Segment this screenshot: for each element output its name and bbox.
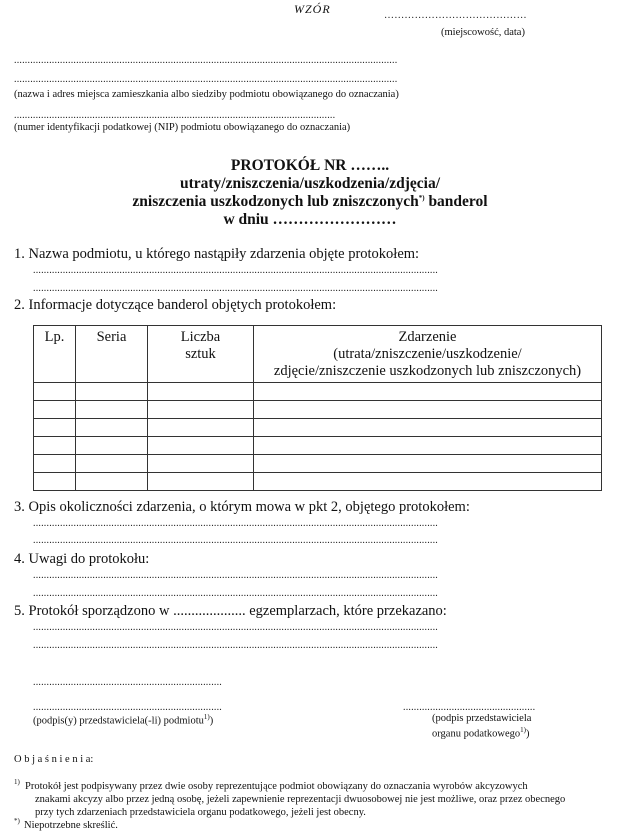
name-dots-2: .............................................................................................................................................. bbox=[14, 74, 398, 85]
table-row bbox=[34, 455, 602, 473]
protocol-date-line: w dniu …………………… bbox=[223, 211, 397, 228]
signature-right-label-1: (podpis przedstawiciela bbox=[432, 713, 532, 724]
banderol-table bbox=[33, 325, 602, 491]
note-1-line-1: Protokół jest podpisywany przez dwie osoby reprezentujące podmiot obowiązany do oznaczania wyrobów akcyzowych bbox=[25, 781, 528, 792]
nip-label: (numer identyfikacji podatkowej (NIP) podmiotu obowiązanego do oznaczania) bbox=[14, 122, 351, 133]
table-row bbox=[34, 473, 602, 491]
protocol-title: PROTOKÓŁ NR …….. bbox=[230, 157, 390, 174]
section-3-heading: 3. Opis okoliczności zdarzenia, o którym mowa w pkt 2, objętego protokołem: bbox=[14, 499, 470, 515]
place-date-dots: …………………………………… bbox=[384, 10, 527, 21]
name-address-label: (nazwa i adres miejsca zamieszkania albo siedziby podmiotu obowiązanego do oznaczania) bbox=[14, 89, 399, 100]
note-1-line-2: znakami akcyzy albo przez jedną osobę, jeżeli zapewnienie reprezentacji dwuosobowej nie jest możliwe, oraz przez obecnego bbox=[35, 794, 566, 805]
section-1-dots-2: ...................................................................................................................................................... bbox=[33, 283, 438, 294]
section-5-dots-3: ...................................................................... bbox=[33, 677, 222, 688]
name-dots-1: .............................................................................................................................................. bbox=[14, 55, 398, 66]
section-3-dots-2: ...................................................................................................................................................... bbox=[33, 535, 438, 546]
section-4-dots-2: ...................................................................................................................................................... bbox=[33, 588, 438, 599]
notes-heading: O b j a ś n i e n i a: bbox=[14, 754, 94, 765]
section-5-dots-2: ...................................................................................................................................................... bbox=[33, 640, 438, 651]
section-2-heading: 2. Informacje dotyczące banderol objętych protokołem: bbox=[14, 297, 337, 313]
section-1-dots-1: ...................................................................................................................................................... bbox=[33, 265, 438, 276]
protocol-subtitle-1: utraty/zniszczenia/uszkodzenia/zdjęcia/ bbox=[179, 175, 441, 192]
signature-left-label: (podpis(y) przedstawiciela(-li) podmiotu$^{1)}$) bbox=[33, 713, 214, 727]
note-2-mark: *) bbox=[14, 817, 20, 825]
section-4-heading: 4. Uwagi do protokołu: bbox=[14, 551, 150, 567]
signature-right-label-2: organu podatkowego$^{1)}$) bbox=[432, 726, 530, 740]
place-date-label: (miejscowość, data) bbox=[441, 27, 525, 38]
section-5-dots-1: ...................................................................................................................................................... bbox=[33, 622, 438, 633]
col-liczba: Liczba sztuk bbox=[148, 326, 254, 383]
signature-left-dots: ...................................................................... bbox=[33, 702, 222, 713]
col-lp: Lp. bbox=[34, 326, 76, 383]
col-zdarzenie: Zdarzenie (utrata/zniszczenie/uszkodzenie/ zdjęcie/zniszczenie uszkodzonych lub zniszczonych) bbox=[254, 326, 602, 383]
protocol-subtitle-2: zniszczenia uszkodzonych lub zniszczonych*) banderol bbox=[132, 193, 488, 210]
note-1-mark: 1) bbox=[14, 778, 20, 786]
section-5-heading: 5. Protokół sporządzono w .................... egzemplarzach, które przekazano: bbox=[14, 603, 447, 619]
section-4-dots-1: ...................................................................................................................................................... bbox=[33, 570, 438, 581]
table-row bbox=[34, 437, 602, 455]
section-3-dots-1: ...................................................................................................................................................... bbox=[33, 518, 438, 529]
note-1-line-3: przy tych zdarzeniach przedstawiciela organu podatkowego, jeżeli jest obecny. bbox=[35, 807, 366, 818]
section-1-heading: 1. Nazwa podmiotu, u którego nastąpiły zdarzenia objęte protokołem: bbox=[14, 246, 420, 262]
wzor-label: WZÓR bbox=[294, 2, 331, 16]
note-2-text: Niepotrzebne skreślić. bbox=[24, 820, 118, 831]
signature-right-dots: ................................................. bbox=[403, 702, 536, 713]
table-header-row bbox=[34, 326, 602, 383]
nip-dots: ....................................................................................................................... bbox=[14, 110, 336, 121]
table-row bbox=[34, 383, 602, 401]
table-row bbox=[34, 401, 602, 419]
table-row bbox=[34, 419, 602, 437]
col-seria: Seria bbox=[76, 326, 148, 383]
